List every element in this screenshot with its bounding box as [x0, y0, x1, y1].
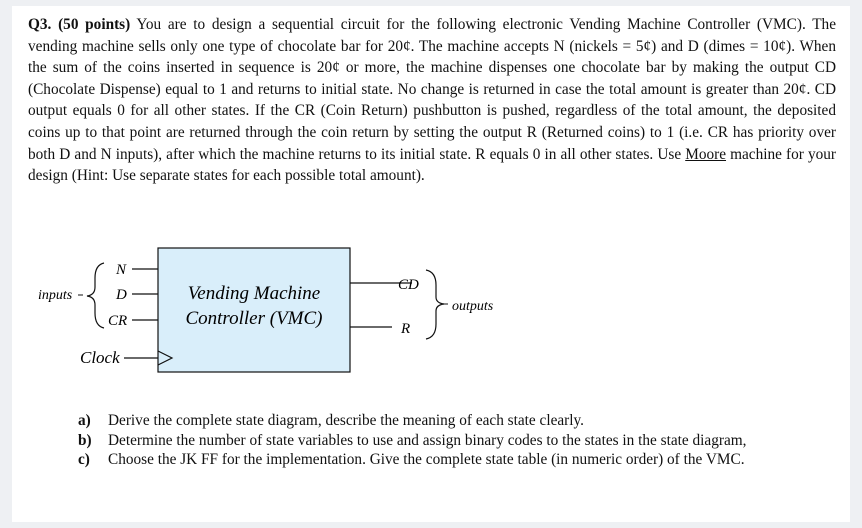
inputs-brace	[87, 263, 104, 328]
output-r-label: R	[401, 321, 411, 337]
moore-link[interactable]: Moore	[685, 145, 727, 163]
question-text: Determine the number of state variables to use and assign binary codes to the states in the state diagram,	[108, 431, 747, 449]
question-label: c)	[78, 451, 90, 468]
outputs-brace	[426, 270, 444, 339]
input-d-label: D	[116, 287, 127, 303]
question-heading: Q3. (50 points)	[28, 16, 131, 33]
question-label: a)	[78, 412, 91, 429]
problem-text-end: machine for your design (Hint: Use separate states for each possible total amount).	[28, 145, 836, 185]
document-page	[12, 6, 850, 522]
question-item-c	[78, 450, 836, 470]
problem-text: You are to design a sequential circuit for the following electronic Vending Machine Controller (VMC). The vending machine sells only one type of chocolate bar for 20¢. The machine accepts N (nickels = 5¢) and D (dimes = 10¢). When the sum of the coins inserted in sequence is 20¢ or more, the machine dispenses one chocolate bar by making the output CD (Chocolate Dispense) equal to 1 and returns to initial state. No change is returned in case the total amount is greater than 20¢. CD output equals 0 for all other states. If the CR (Coin Return) pushbutton is pushed, regardless of the total amount, the deposited coins up to that point are returned through the coin return by setting the output R (Returned coins) to 1 (i.e. CR has priority over both D and N inputs), after which the machine returns to its initial state. R equals 0 in all other states. Use	[28, 16, 836, 163]
clock-label: Clock	[80, 348, 120, 367]
output-cd-label: CD	[398, 277, 419, 293]
block-title-line2: Controller (VMC)	[185, 308, 323, 329]
question-text: Derive the complete state diagram, describe the meaning of each state clearly.	[108, 412, 584, 429]
outputs-label: outputs	[452, 299, 494, 314]
question-text: Choose the JK FF for the implementation. Give the complete state table (in numeric order) of the VMC.	[108, 451, 745, 468]
block-title-line1: Vending Machine	[187, 283, 321, 304]
input-n-label: N	[116, 262, 127, 278]
question-label: b)	[78, 431, 92, 449]
inputs-label: inputs	[38, 288, 73, 303]
question-item-a	[78, 411, 836, 431]
question-item-b	[78, 431, 836, 451]
question-list	[78, 411, 836, 470]
input-cr-label: CR	[108, 313, 128, 329]
